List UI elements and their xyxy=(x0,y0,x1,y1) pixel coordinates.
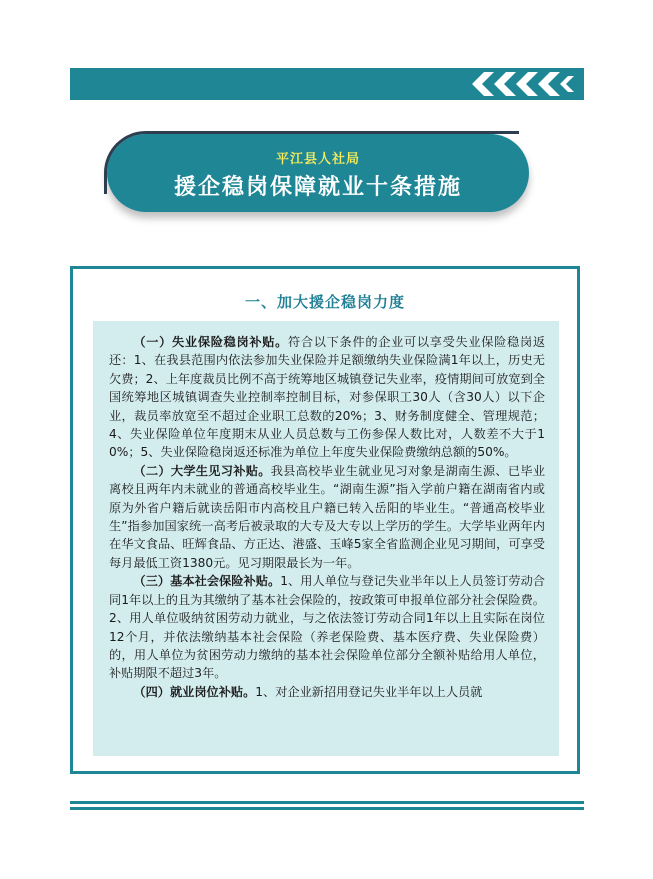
paragraph-text: 1、用人单位与登记失业半年以上人员签订劳动合同1年以上的且为其缴纳了基本社会保险的，按政策可申报单位部分社会保险费。2、用人单位吸纳贫困劳动力就业，与之依法签订劳动合同1年以上且实际在岗位12个月，并依法缴纳基本社会保险（养老保险费、基本医疗费、失业保险费）的，用人单位为贫困劳动力缴纳的基本社会保险单位部分全额补贴给用人单位，补贴期限不超过3年。 xyxy=(109,574,545,681)
paragraph-text: 符合以下条件的企业可以享受失业保险稳岗返还：1、在我县范围内依法参加失业保险并足额缴纳失业保险满1年以上，历史无欠费；2、上年度裁员比例不高于统筹地区城镇登记失业率，疫情期间可放宽到全国统筹地区城镇调查失业控制率控制目标，对参保职工30人（含30人）以下企业，裁员率放宽至不超过企业职工总数的20%；3、财务制度健全、管理规范；4、失业保险单位年度期末从业人员总数与工伤参保人数比对，人数差不大于10%；5、失业保险稳岗返还标准为单位上年度失业保险费缴纳总额的50%。 xyxy=(109,335,546,460)
paragraph-text: 1、对企业新招用登记失业半年以上人员就 xyxy=(255,684,483,699)
paragraph-label: （二）大学生见习补贴。 xyxy=(133,463,271,478)
paragraph-text: 我县高校毕业生就业见习对象是湖南生源、已毕业离校且两年内未就业的普通高校毕业生。“湖南生源”指入学前户籍在湖南省内或原为外省户籍后就读岳阳市内高校且户籍已转入岳阳的毕业生。“普通高校毕业生”指参加国家统一高考后被录取的大专及大专以上学历的学生。大学毕业两年内在华文食品、旺辉食品、方正达、港盛、玉峰5家全省监测企业见习期间，可享受每月最低工资1380元。见习期限最长为一年。 xyxy=(109,463,546,570)
top-decorative-band xyxy=(70,68,584,100)
paragraph-job-subsidy xyxy=(109,683,545,701)
section-heading: 一、加大援企稳岗力度 xyxy=(244,293,405,311)
title-banner xyxy=(107,134,529,212)
chevron-arrows-icon xyxy=(464,68,576,100)
bottom-divider xyxy=(70,801,584,813)
paragraph-label: （四）就业岗位补贴。 xyxy=(133,684,256,699)
org-name: 平江县人社局 xyxy=(275,152,360,167)
divider-line xyxy=(70,807,584,810)
page-title: 援企稳岗保障就业十条措施 xyxy=(173,175,462,200)
paragraph-label: （一）失业保险稳岗补贴。 xyxy=(133,335,289,349)
content-box xyxy=(93,321,559,756)
paragraph-internship-subsidy xyxy=(109,462,545,572)
paragraph-label: （三）基本社会保险补贴。 xyxy=(133,574,281,589)
paragraph-unemployment-subsidy xyxy=(109,333,545,462)
paragraph-social-insurance-subsidy xyxy=(109,572,545,682)
content-frame xyxy=(70,266,580,774)
divider-line xyxy=(70,801,584,804)
